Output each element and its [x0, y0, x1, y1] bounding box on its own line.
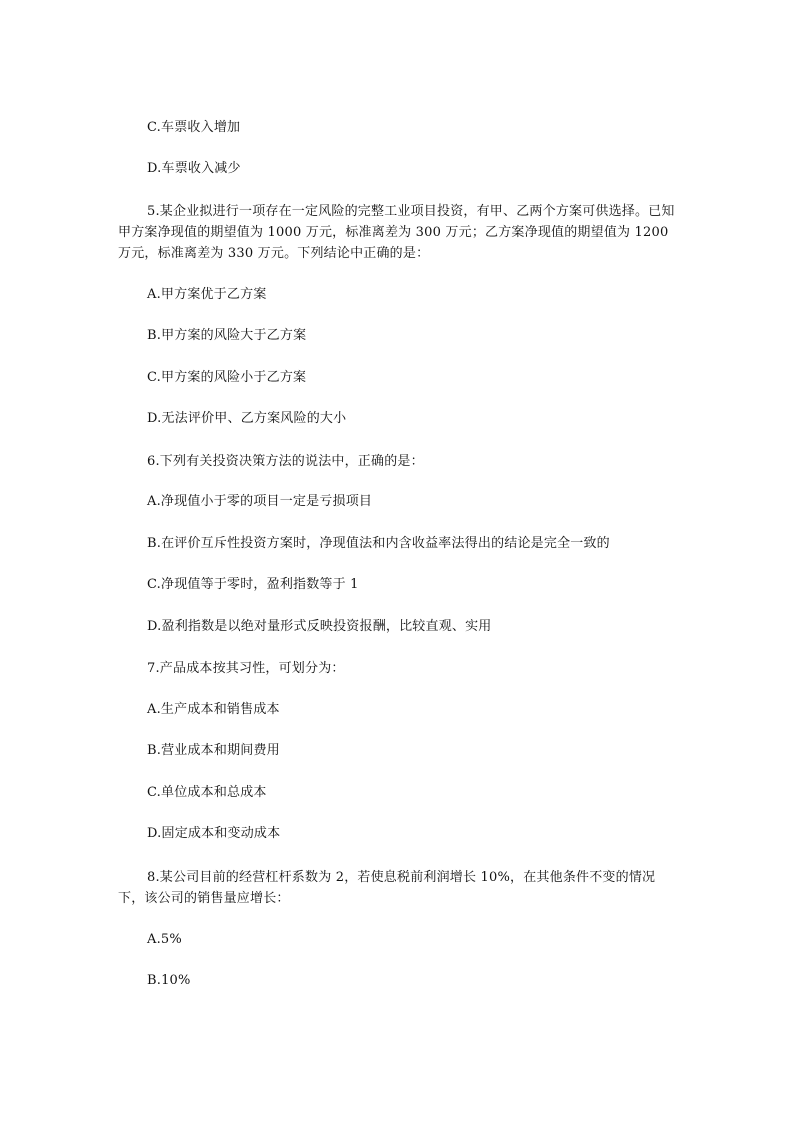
q5-option-a: A.甲方案优于乙方案	[147, 287, 267, 302]
q6-option-a: A.净现值小于零的项目一定是亏损项目	[147, 494, 373, 509]
q8-stem: 8.某公司目前的经营杠杆系数为 2，若使息税前利润增长 10%，在其他条件不变的情况下，该公司的销售量应增长：	[118, 870, 656, 906]
q4-option-d: D.车票收入减少	[147, 161, 241, 176]
q7-stem: 7.产品成本按其习性，可划分为：	[147, 661, 345, 676]
q8-option-a: A.5%	[147, 932, 182, 947]
q5-option-b: B.甲方案的风险大于乙方案	[147, 328, 307, 343]
q6-option-b: B.在评价互斥性投资方案时，净现值法和内含收益率法得出的结论是完全一致的	[147, 536, 610, 551]
q5-option-c: C.甲方案的风险小于乙方案	[147, 370, 307, 385]
q7-option-d: D.固定成本和变动成本	[147, 826, 281, 841]
q4-option-c: C.车票收入增加	[147, 120, 241, 135]
q7-option-b: B.营业成本和期间费用	[147, 743, 280, 758]
q6-option-c: C.净现值等于零时，盈利指数等于 1	[147, 577, 359, 592]
q8-option-b: B.10%	[147, 973, 191, 988]
q7-option-c: C.单位成本和总成本	[147, 785, 267, 800]
q5-option-d: D.无法评价甲、乙方案风险的大小	[147, 411, 347, 426]
q5-stem: 5.某企业拟进行一项存在一定风险的完整工业项目投资，有甲、乙两个方案可供选择。已知甲方案净现值的期望值为 1000 万元，标准离差为 300 万元；乙方案净现值的期望值为 1200 万元，标准离差为 330 万元。下列结论中正确的是：	[118, 204, 675, 261]
q6-stem: 6.下列有关投资决策方法的说法中，正确的是：	[147, 454, 424, 469]
q6-option-d: D.盈利指数是以绝对量形式反映投资报酬，比较直观、实用	[147, 619, 492, 634]
q7-option-a: A.生产成本和销售成本	[147, 702, 280, 717]
